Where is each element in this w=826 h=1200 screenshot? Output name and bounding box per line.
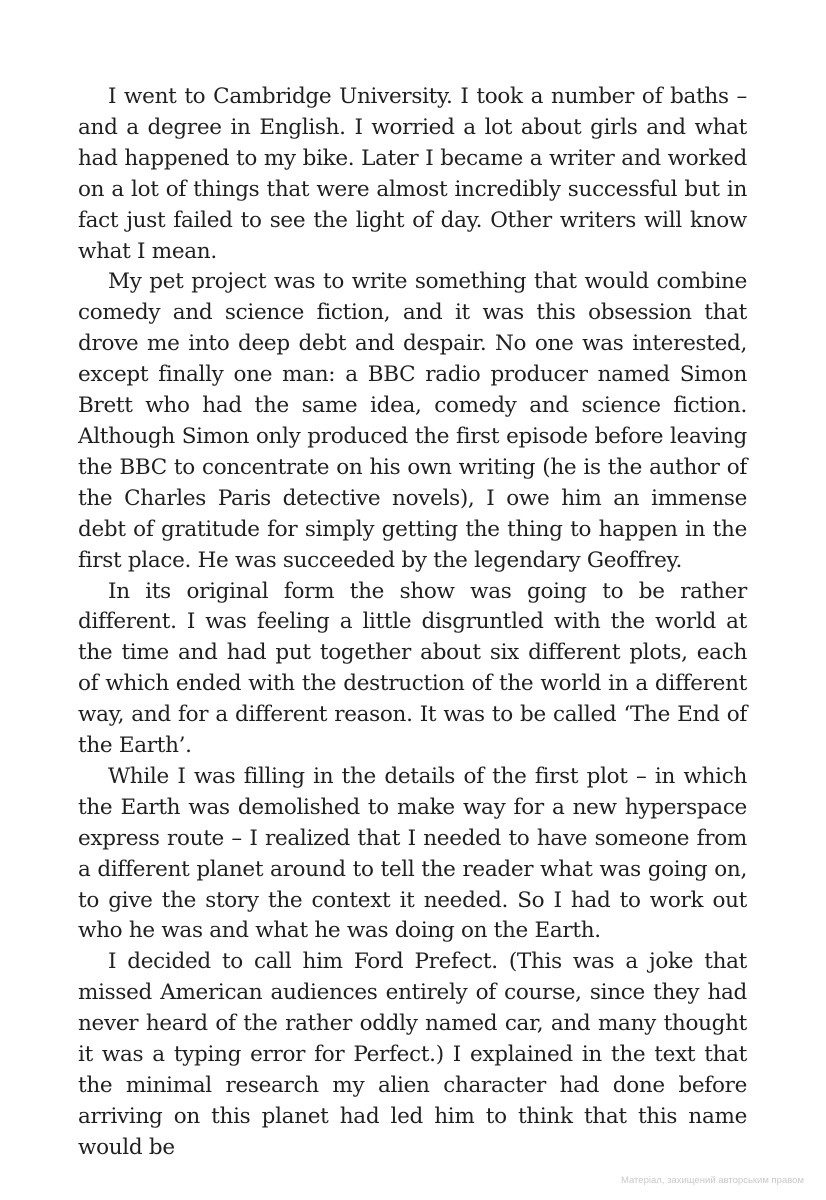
book-page-body bbox=[78, 82, 747, 1164]
paragraph-2: My pet project was to write something that would combine comedy and science fiction, and it was this obsession that drove me into deep debt and despair. No one was interested, except finally one man: a BBC radio producer named Simon Brett who had the same idea, comedy and science fiction. Although Simon only produced the first episode before leaving the BBC to concentrate on his own writing (he is the author of the Charles Paris detective novels), I owe him an immense debt of gratitude for simply getting the thing to happen in the first place. He was succeeded by the legendary Geoffrey. bbox=[78, 269, 747, 573]
paragraph-1: I went to Cambridge University. I took a number of baths – and a degree in English. I worried a lot about girls and what had happened to my bike. Later I became a writer and worked on a lot of things that were almost incredibly successful but in fact just failed to see the light of day. Other writers will know what I mean. bbox=[78, 84, 747, 264]
paragraph-5: I decided to call him Ford Prefect. (This was a joke that missed American audiences entirely of course, since they had never heard of the rather oddly named car, and many thought it was a typing error for Perfect.) I explained in the text that the minimal research my alien character had done before arriving on this planet had led him to think that this name would be bbox=[78, 949, 747, 1160]
paragraph-4: While I was filling in the details of the first plot – in which the Earth was demolished to make way for a new hyperspace express route – I realized that I needed to have someone from a different planet around to tell the reader what was going on, to give the story the context it needed. So I had to work out who he was and what he was doing on the Earth. bbox=[78, 763, 747, 944]
paragraph-3: In its original form the show was going to be rather different. I was feeling a little disgruntled with the world at the time and had put together about six different plots, each of which ended with the destruction of the world in a different way, and for a different reason. It was to be called ‘The End of the Earth’. bbox=[78, 578, 747, 759]
copyright-watermark: Матеріал, захищений авторським правом bbox=[620, 1175, 804, 1186]
